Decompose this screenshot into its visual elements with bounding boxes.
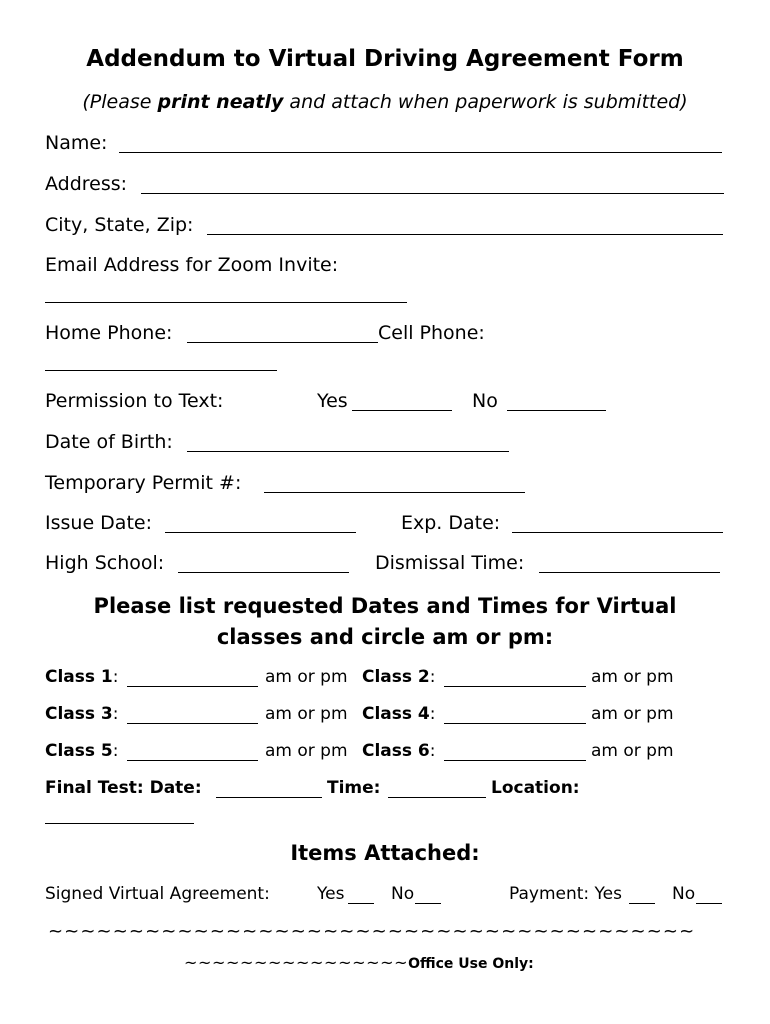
signed-no-field[interactable] bbox=[415, 903, 441, 904]
issue-date-label: Issue Date: bbox=[45, 512, 152, 534]
class-1-am-pm[interactable]: am or pm bbox=[265, 667, 348, 687]
payment-yes-label: Payment: Yes bbox=[509, 884, 622, 904]
city-state-zip-label: City, State, Zip: bbox=[45, 214, 194, 236]
class-1-field[interactable] bbox=[127, 686, 258, 687]
class-6-am-pm[interactable]: am or pm bbox=[591, 741, 674, 761]
high-school-field[interactable] bbox=[178, 572, 349, 573]
class-2-field[interactable] bbox=[444, 686, 586, 687]
form-title: Addendum to Virtual Driving Agreement Form bbox=[86, 46, 684, 72]
class-3-label: Class 3: bbox=[45, 704, 119, 724]
permission-yes-field[interactable] bbox=[352, 410, 452, 411]
name-field[interactable] bbox=[119, 152, 722, 153]
class-4-field[interactable] bbox=[444, 723, 586, 724]
final-test-time-field[interactable] bbox=[388, 797, 486, 798]
permission-no-label: No bbox=[472, 390, 498, 412]
signed-agreement-label: Signed Virtual Agreement: bbox=[45, 884, 270, 904]
class-5-field[interactable] bbox=[127, 760, 258, 761]
class-6-field[interactable] bbox=[444, 760, 586, 761]
class-5-label: Class 5: bbox=[45, 741, 119, 761]
classes-heading-line2: classes and circle am or pm: bbox=[216, 625, 554, 649]
classes-heading-line1: Please list requested Dates and Times for Virtual bbox=[93, 594, 677, 618]
final-test-location-field[interactable] bbox=[45, 823, 194, 824]
final-test-location-label: Location: bbox=[491, 778, 580, 798]
subtitle-pre: (Please bbox=[82, 91, 158, 113]
exp-date-label: Exp. Date: bbox=[401, 512, 501, 534]
dob-label: Date of Birth: bbox=[45, 431, 173, 453]
final-test-time-label: Time: bbox=[327, 778, 381, 798]
temp-permit-field[interactable] bbox=[264, 492, 525, 493]
payment-no-field[interactable] bbox=[696, 903, 722, 904]
office-use-label: Office Use Only: bbox=[408, 956, 534, 972]
temp-permit-label: Temporary Permit #: bbox=[45, 472, 242, 494]
signed-yes-field[interactable] bbox=[348, 903, 374, 904]
form-subtitle bbox=[0, 93, 770, 112]
class-2-am-pm[interactable]: am or pm bbox=[591, 667, 674, 687]
class-5-am-pm[interactable]: am or pm bbox=[265, 741, 348, 761]
address-field[interactable] bbox=[141, 193, 724, 194]
city-state-zip-field[interactable] bbox=[207, 234, 723, 235]
permission-text-label: Permission to Text: bbox=[45, 390, 224, 412]
issue-date-field[interactable] bbox=[165, 532, 356, 533]
dismissal-time-label: Dismissal Time: bbox=[375, 552, 525, 574]
items-heading: Items Attached: bbox=[290, 841, 480, 865]
payment-yes-field[interactable] bbox=[629, 903, 655, 904]
name-label: Name: bbox=[45, 132, 108, 154]
final-test-date-field[interactable] bbox=[216, 797, 322, 798]
dismissal-time-field[interactable] bbox=[539, 572, 720, 573]
home-phone-label: Home Phone: bbox=[45, 322, 173, 344]
exp-date-field[interactable] bbox=[512, 532, 723, 533]
class-3-field[interactable] bbox=[127, 723, 258, 724]
address-label: Address: bbox=[45, 173, 128, 195]
class-4-am-pm[interactable]: am or pm bbox=[591, 704, 674, 724]
permission-no-field[interactable] bbox=[507, 410, 606, 411]
permission-yes-label: Yes bbox=[317, 390, 348, 412]
class-6-label: Class 6: bbox=[362, 741, 436, 761]
email-field[interactable] bbox=[45, 302, 407, 303]
class-2-label: Class 2: bbox=[362, 667, 436, 687]
class-3-am-pm[interactable]: am or pm bbox=[265, 704, 348, 724]
class-4-label: Class 4: bbox=[362, 704, 436, 724]
payment-no-label: No bbox=[672, 884, 696, 904]
subtitle-emphasis: print neatly bbox=[157, 91, 284, 113]
class-1-label: Class 1: bbox=[45, 667, 119, 687]
signed-no-label: No bbox=[391, 884, 415, 904]
cell-phone-field[interactable] bbox=[45, 370, 277, 371]
tilde-divider: ~~~~~~~~~~~~~~~~~~~~~~~~~~~~~~~~~~~~~~~~ bbox=[48, 921, 696, 942]
signed-yes-label: Yes bbox=[317, 884, 345, 904]
subtitle-post: and attach when paperwork is submitted) bbox=[283, 91, 688, 113]
home-phone-field[interactable] bbox=[187, 342, 378, 343]
email-label: Email Address for Zoom Invite: bbox=[45, 254, 339, 276]
tilde-short: ~~~~~~~~~~~~~~~~ bbox=[184, 953, 409, 972]
high-school-label: High School: bbox=[45, 552, 165, 574]
final-test-date-label: Final Test: Date: bbox=[45, 778, 202, 798]
cell-phone-label: Cell Phone: bbox=[378, 322, 485, 344]
dob-field[interactable] bbox=[187, 451, 509, 452]
office-use-line bbox=[184, 955, 534, 971]
